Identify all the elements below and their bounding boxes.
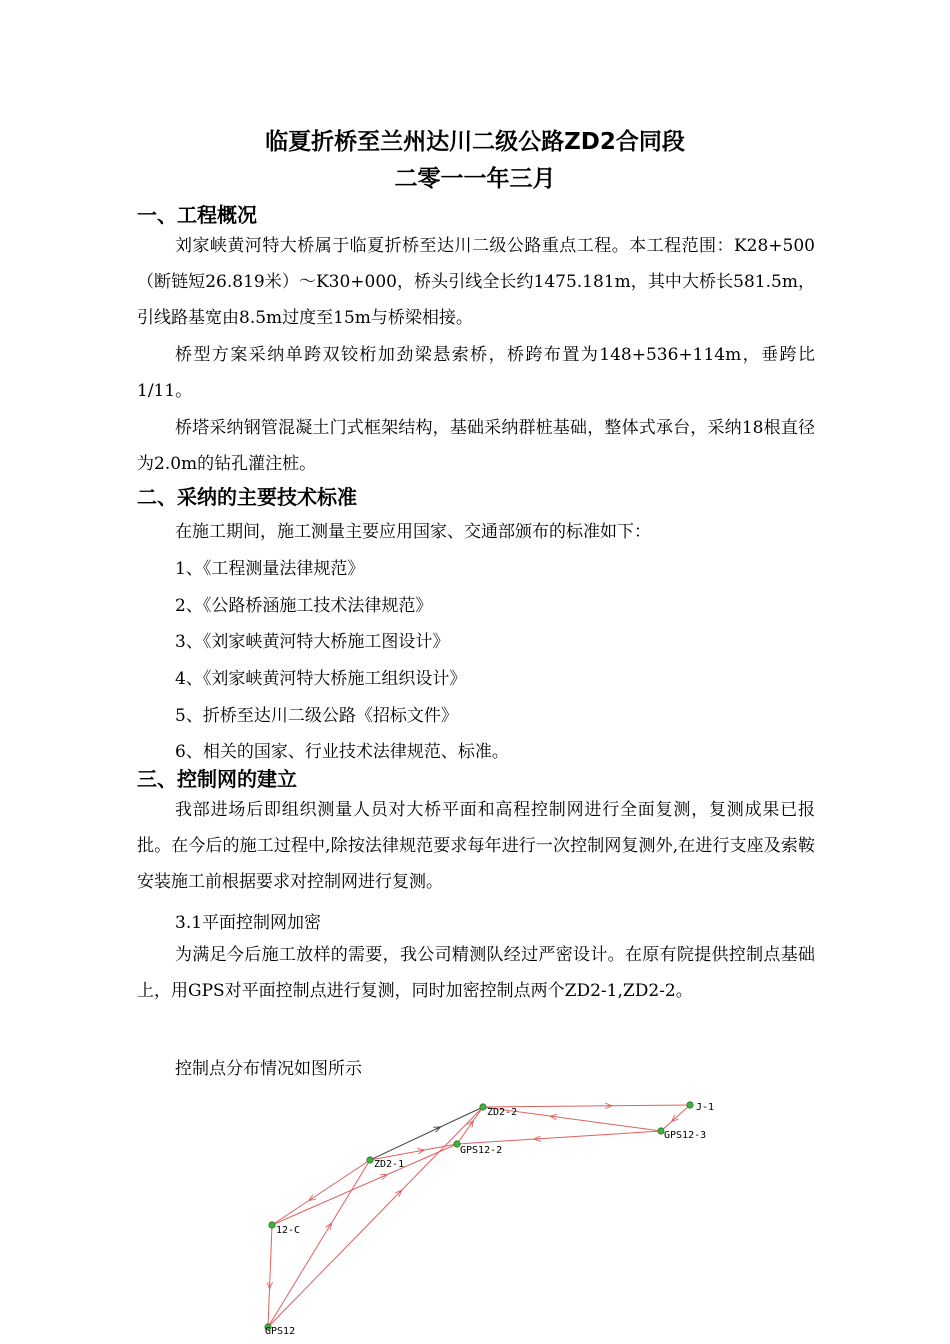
control-point-label: GPS12-3 xyxy=(664,1130,707,1141)
network-arrow-GPS12-ZD2-1 xyxy=(328,1223,331,1228)
section-2-intro: 在施工期间，施工测量主要应用国家、交通部颁布的标准如下： xyxy=(175,522,651,542)
network-arrow-GPS12-2-ZD2-2 xyxy=(470,1121,473,1126)
network-arrow-ZD2-1-GPS12-2 xyxy=(418,1150,424,1151)
section-1-heading: 一、工程概况 xyxy=(137,203,257,227)
network-arrow-GPS12-ZD2-2 xyxy=(397,1191,401,1195)
control-point-label: J-1 xyxy=(696,1102,715,1113)
section-1-paragraph-2: 桥型方案采纳单跨双铰桁加劲梁悬索桥，桥跨布置为148+536+114m，垂跨比1/11。 xyxy=(137,345,815,401)
figure-caption: 控制点分布情况如图所示 xyxy=(175,1059,362,1079)
control-point-ZD2-2 xyxy=(480,1104,486,1110)
document-title: 临夏折桥至兰州达川二级公路ZD2合同段 xyxy=(265,129,685,155)
standard-item-2: 2、《公路桥涵施工技术法律规范》 xyxy=(175,596,433,616)
standard-item-5: 5、折桥至达川二级公路《招标文件》 xyxy=(175,706,458,726)
control-point-label: ZD2-1 xyxy=(374,1159,405,1170)
control-point-ZD2-1 xyxy=(367,1157,373,1163)
network-labels xyxy=(265,1102,714,1337)
network-arrow-GPS12-3-ZD2-2 xyxy=(551,1116,557,1117)
control-point-label: ZD2-2 xyxy=(487,1107,518,1118)
network-arrow-J-1-GPS12-3 xyxy=(672,1117,676,1121)
section-1-paragraph-1: 刘家峡黄河特大桥属于临夏折桥至达川二级公路重点工程。本工程范围：K28+500（断链短26.819米）～K30+000，桥头引线全长约1475.181m，其中大桥长581.5m，引线路基宽由8.5m过度至15m与桥梁相接。 xyxy=(137,236,815,328)
section-1-paragraph-3: 桥塔采纳钢管混凝土门式框架结构，基础采纳群桩基础，整体式承台，采纳18根直径为2.0m的钻孔灌注桩。 xyxy=(137,418,815,474)
network-arrow-12-C-GPS12-2 xyxy=(381,1175,386,1177)
section-3-heading: 三、控制网的建立 xyxy=(137,767,297,791)
control-point-label: GPS12 xyxy=(265,1326,296,1337)
network-line-GPS12-ZD2-1 xyxy=(268,1160,370,1327)
control-point-label: 12-C xyxy=(276,1225,301,1236)
network-line-GPS12-3-GPS12-2 xyxy=(457,1131,661,1144)
network-lines xyxy=(268,1105,690,1327)
network-line-12-C-GPS12 xyxy=(268,1225,272,1327)
standard-item-3: 3、《刘家峡黄河特大桥施工图设计》 xyxy=(175,632,450,652)
control-point-label: GPS12-2 xyxy=(460,1145,503,1156)
standard-item-6: 6、相关的国家、行业技术法律规范、标准。 xyxy=(175,742,509,762)
section-3-1-subheading: 3.1平面控制网加密 xyxy=(175,913,322,933)
network-line-12-C-GPS12-2 xyxy=(272,1144,457,1225)
network-line-ZD2-1-12-C xyxy=(272,1160,370,1225)
control-point-12-C xyxy=(269,1222,275,1228)
document-date: 二零一一年三月 xyxy=(394,166,556,192)
section-3-paragraph-2: 为满足今后施工放样的需要，我公司精测队经过严密设计。在原有院提供控制点基础上，用GPS对平面控制点进行复测，同时加密控制点两个ZD2-1,ZD2-2。 xyxy=(137,945,815,1001)
section-3-paragraph-1: 我部进场后即组织测量人员对大桥平面和高程控制网进行全面复测，复测成果已报批。在今后的施工过程中,除按法律规范要求每年进行一次控制网复测外,在进行支座及索鞍安装施工前根据要求对控制网进行复测。 xyxy=(137,800,815,892)
network-points xyxy=(265,1102,693,1330)
network-arrow-ZD2-1-12-C xyxy=(309,1197,314,1200)
standard-item-4: 4、《刘家峡黄河特大桥施工组织设计》 xyxy=(175,669,467,689)
section-2-heading: 二、采纳的主要技术标准 xyxy=(137,485,357,509)
control-point-J-1 xyxy=(687,1102,693,1108)
network-arrow-ZD2-1-ZD2-2 xyxy=(435,1127,440,1130)
standard-item-1: 1、《工程测量法律规范》 xyxy=(175,559,365,579)
network-line-GPS12-ZD2-2 xyxy=(268,1107,483,1327)
